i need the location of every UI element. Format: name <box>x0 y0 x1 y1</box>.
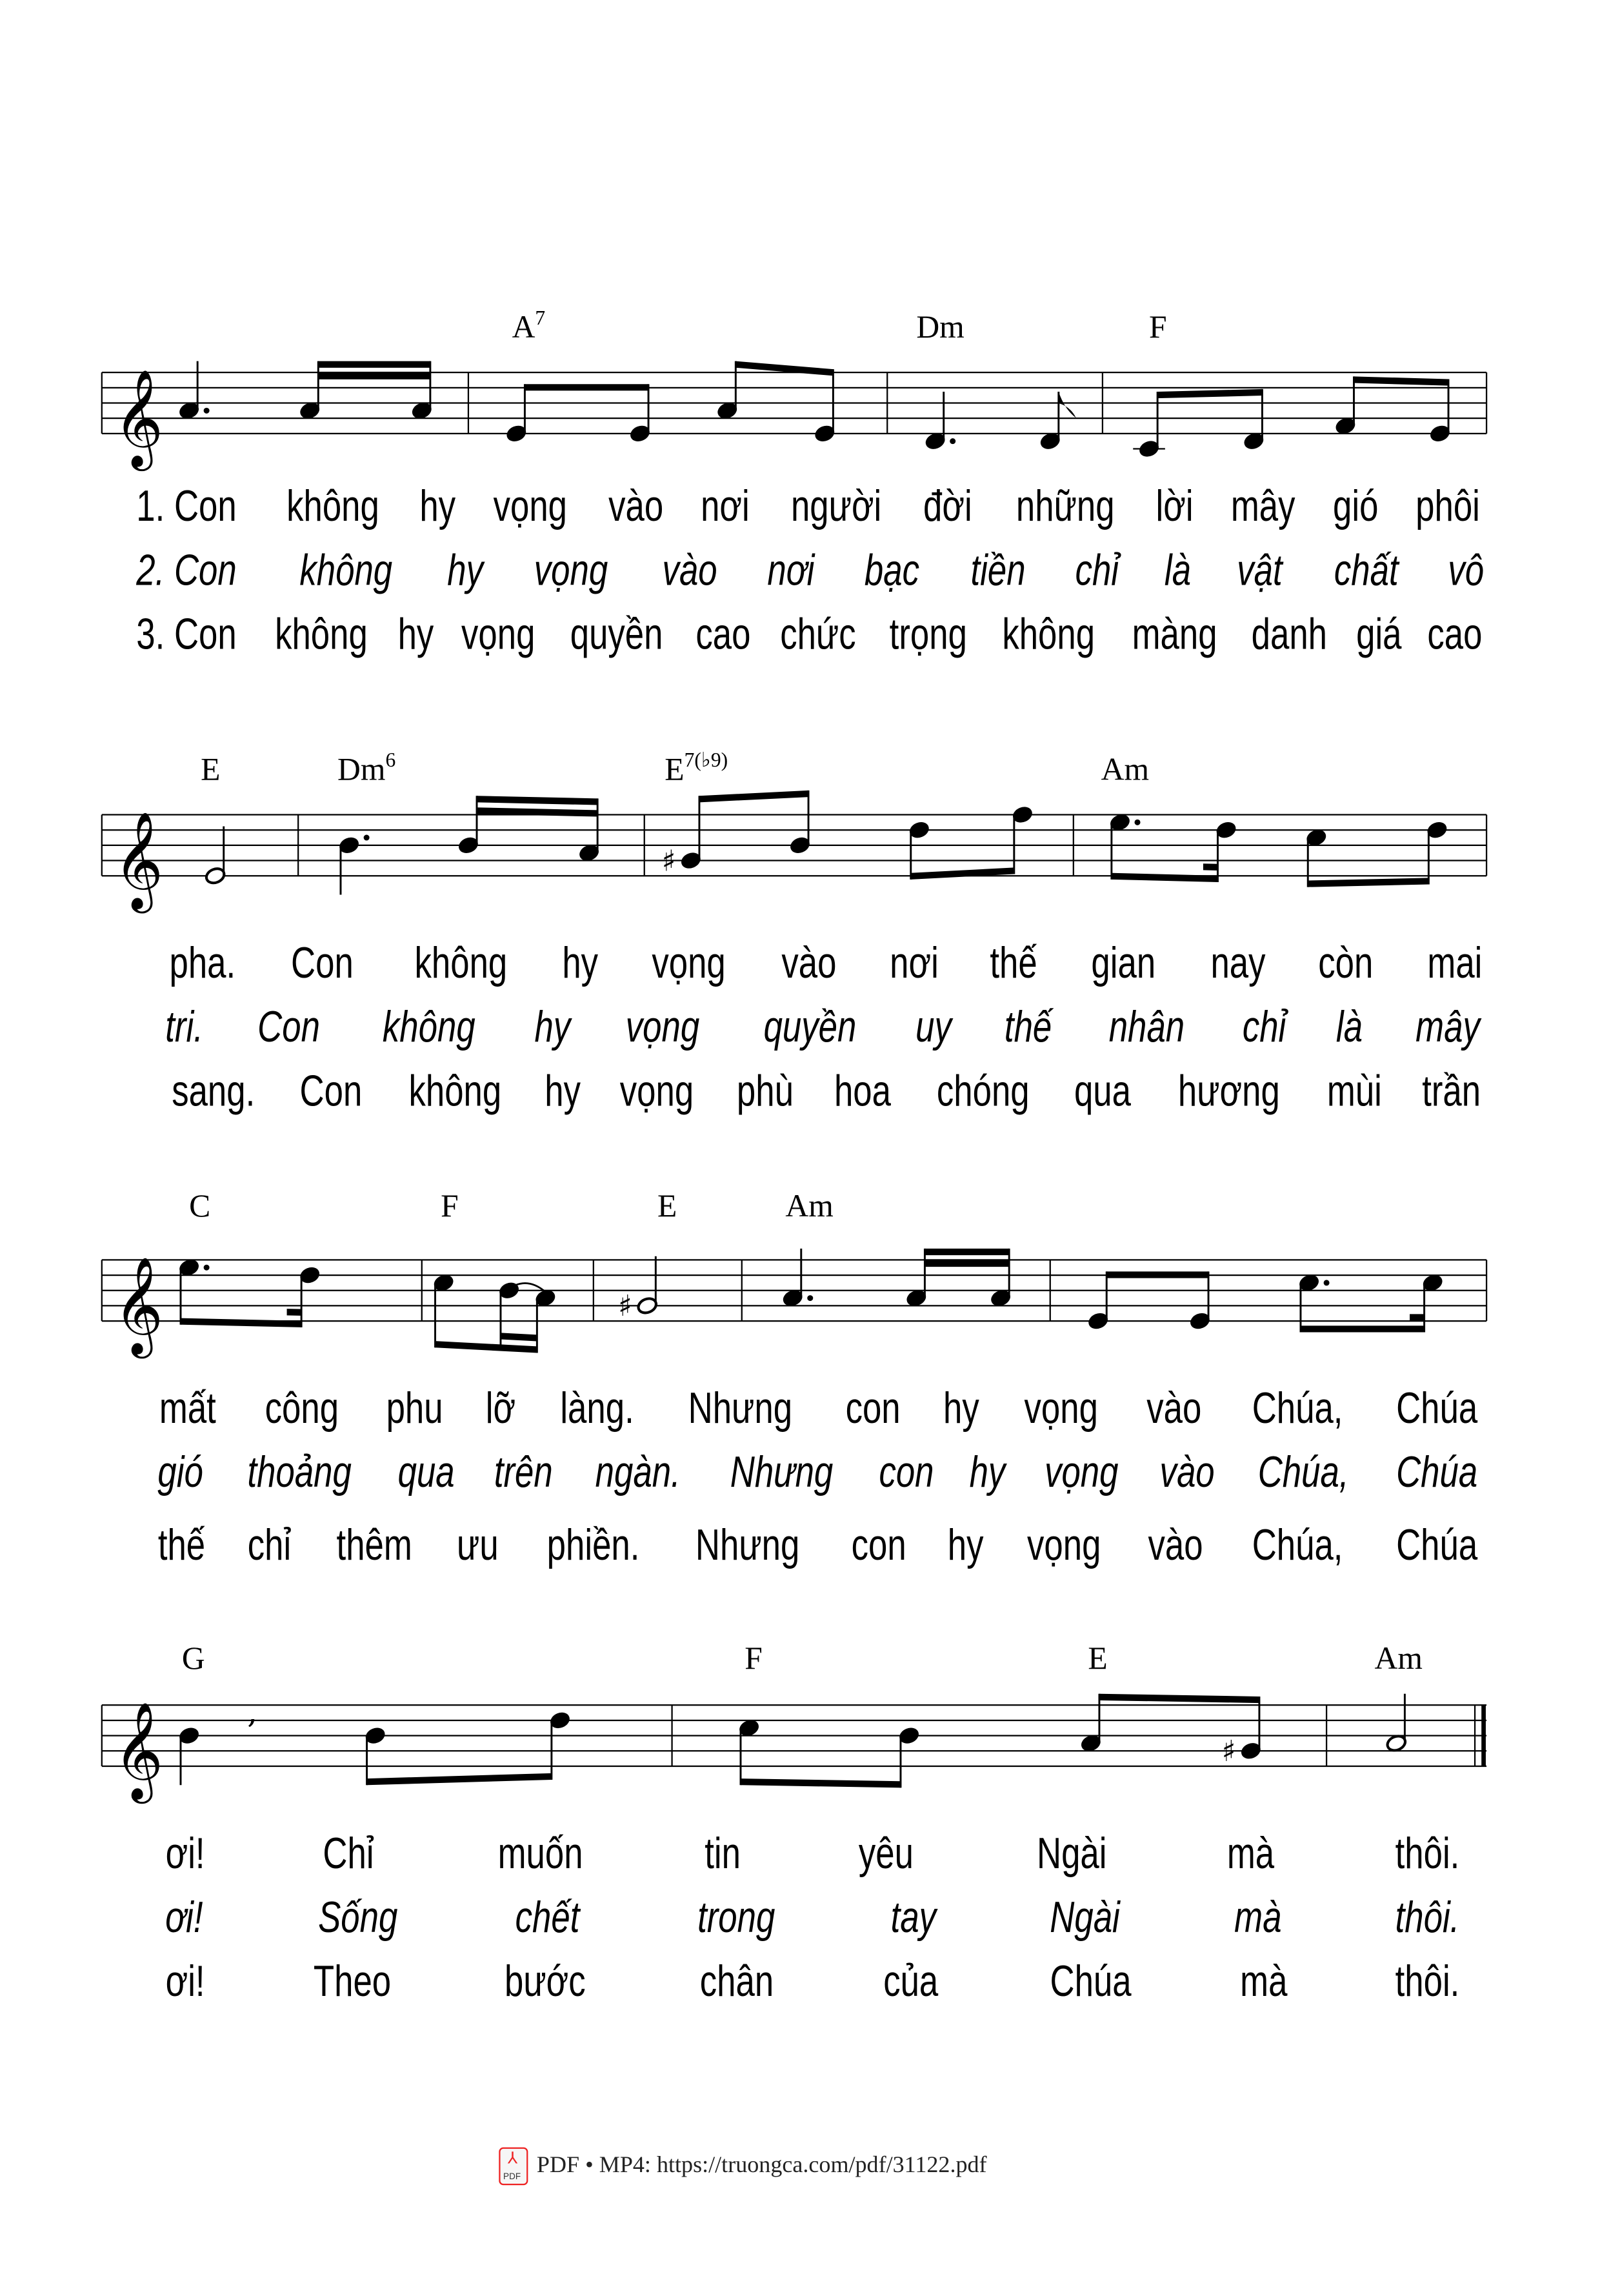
lyric-word: Con <box>300 1067 363 1116</box>
lyric-word: 1. Con <box>136 483 237 531</box>
lyric-word: là <box>1164 547 1192 596</box>
lyric-word: cao <box>695 610 750 660</box>
lyric-word: thêm <box>335 1522 412 1570</box>
lyrics-verse-2 <box>122 547 1489 597</box>
dot <box>1135 820 1141 825</box>
lyric-word: bạc <box>864 547 919 596</box>
lyric-word: vào <box>1148 1522 1204 1570</box>
beam <box>1410 1314 1425 1320</box>
lyric-word: những <box>1015 483 1115 531</box>
lyric-word: nay <box>1210 940 1265 988</box>
lyrics-verse-2 <box>151 1449 1489 1498</box>
chord-symbol: Am <box>1101 750 1150 787</box>
lyric-word: Con <box>292 940 354 988</box>
lyric-word: hy <box>563 940 599 988</box>
lyric-word: hy <box>534 1003 570 1052</box>
lyric-word: trên <box>494 1449 553 1497</box>
lyric-word: giá <box>1355 610 1401 660</box>
lyric-word: Chúa, <box>1258 1449 1350 1497</box>
lyric-word: không <box>408 1067 502 1116</box>
lyric-word: vô <box>1448 547 1485 596</box>
footer-link[interactable]: PDF • MP4: https://truongca.com/pdf/31122.pdf <box>536 2153 987 2178</box>
beam <box>1099 1694 1259 1703</box>
lyric-word: đời <box>923 483 973 531</box>
lyric-word: Chỉ <box>323 1830 374 1878</box>
lyric-word: Nhưng <box>695 1522 800 1570</box>
lyric-word: màng <box>1132 610 1217 660</box>
lyric-word: Nhưng <box>730 1449 834 1497</box>
lyric-word: hương <box>1178 1067 1281 1116</box>
treble-clef-icon: 𝄞 <box>113 368 164 467</box>
lyric-word: không <box>414 940 507 988</box>
lyric-word: chức <box>780 610 856 660</box>
lyric-word: mây <box>1415 1003 1481 1052</box>
lyric-word: trần <box>1422 1067 1481 1116</box>
lyric-word: Chúa, <box>1251 1385 1343 1433</box>
chord-symbol: F <box>745 1639 763 1677</box>
lyric-word: vọng <box>1028 1522 1102 1570</box>
chord-symbol: Am <box>785 1187 834 1224</box>
lyrics-verse-2 <box>160 1004 1490 1054</box>
lyric-word: tay <box>890 1894 936 1942</box>
lyric-word: qua <box>1074 1067 1132 1116</box>
lyric-word: vọng <box>1044 1449 1119 1497</box>
lyric-word: ơi! <box>165 1830 205 1878</box>
lyric-word: nơi <box>766 547 814 596</box>
lyric-word: Chúa <box>1396 1449 1478 1497</box>
lyric-word: mà <box>1241 1958 1288 2006</box>
lyric-word: chân <box>699 1958 774 2006</box>
dot <box>1324 1280 1330 1285</box>
lyric-word: thoảng <box>247 1449 352 1497</box>
beam <box>435 1341 537 1353</box>
lyric-word: ơi! <box>165 1958 205 2006</box>
lyric-word: vọng <box>1024 1385 1099 1433</box>
lyrics-verse-1 <box>122 483 1489 532</box>
lyric-word: chất <box>1334 547 1399 596</box>
beam <box>699 791 808 802</box>
lyric-word: nơi <box>889 940 939 988</box>
lyrics-verse-3 <box>160 1959 1469 2008</box>
sharp-icon: ♯ <box>1221 1734 1236 1769</box>
lyric-word: Chúa <box>1396 1385 1478 1433</box>
lyrics-verse-3 <box>122 611 1489 661</box>
beam <box>925 1249 1009 1255</box>
chord-symbol: $E^{7(♭9)}$ <box>665 750 728 787</box>
beam <box>181 1318 301 1327</box>
lyric-word: mùi <box>1326 1067 1382 1116</box>
lyric-word: ưu <box>457 1522 499 1570</box>
lyrics-verse-1 <box>160 1830 1469 1880</box>
lyric-word: pha. <box>169 940 236 988</box>
lyrics-verse-3 <box>151 1522 1489 1571</box>
lyric-word: hoa <box>834 1067 891 1116</box>
lyric-word: yêu <box>858 1830 914 1878</box>
lyric-word: hy <box>970 1449 1006 1497</box>
lyric-word: hy <box>397 610 434 660</box>
chord-symbol: F <box>1149 308 1167 345</box>
lyric-word: hy <box>544 1067 581 1116</box>
lyric-word: không <box>1002 610 1095 660</box>
beam <box>367 1773 552 1785</box>
lyric-word: tiền <box>970 547 1026 596</box>
lyric-word: chết <box>515 1894 580 1942</box>
lyric-word: trọng <box>888 610 967 660</box>
lyric-word: phôi <box>1415 483 1481 531</box>
lyric-word: vào <box>608 483 663 531</box>
chord-symbol: E <box>657 1187 677 1224</box>
lyric-word: Theo <box>313 1958 391 2006</box>
lyric-word: ngàn. <box>595 1449 681 1497</box>
lyric-word: ơi! <box>165 1894 203 1942</box>
flag <box>1059 392 1076 418</box>
lyric-word: không <box>299 547 393 596</box>
lyric-word: Sống <box>317 1894 397 1942</box>
lyrics-verse-3 <box>160 1068 1490 1118</box>
lyric-word: là <box>1336 1003 1363 1052</box>
lyric-word: phu <box>386 1385 444 1433</box>
lyric-word: quyền <box>570 610 663 660</box>
lyric-word: trong <box>697 1894 775 1942</box>
lyric-word: 2. Con <box>136 547 237 596</box>
beam <box>287 1309 302 1316</box>
breath-mark: , <box>247 1693 258 1731</box>
lyric-word: lời <box>1155 483 1194 531</box>
dot <box>807 1295 813 1301</box>
beam <box>741 1778 901 1787</box>
lyric-word: phiền. <box>546 1522 639 1570</box>
beam <box>318 361 430 368</box>
lyric-word: Ngài <box>1050 1894 1121 1942</box>
lyric-word: cao <box>1426 610 1482 660</box>
beam <box>525 384 648 390</box>
beam <box>925 1260 1009 1267</box>
dot <box>364 835 370 841</box>
lyric-word: công <box>264 1385 339 1433</box>
lyric-word: con <box>879 1449 934 1497</box>
dot <box>204 1265 210 1271</box>
beam <box>1301 1325 1425 1332</box>
dot <box>950 438 955 444</box>
lyric-word: vọng <box>534 547 608 596</box>
pdf-file-icon <box>499 2148 528 2186</box>
lyric-word: còn <box>1318 940 1374 988</box>
chord-symbol: $A^7$ <box>512 308 546 345</box>
chord-symbol: Am <box>1374 1639 1423 1677</box>
lyric-word: thôi. <box>1395 1830 1460 1878</box>
lyric-word: muốn <box>497 1830 583 1878</box>
chord-symbol: E <box>201 750 221 787</box>
lyric-word: vật <box>1237 547 1283 596</box>
lyric-word: vọng <box>461 610 535 660</box>
beam <box>1106 1271 1208 1278</box>
lyric-word: chỉ <box>1242 1003 1286 1052</box>
beam <box>911 867 1014 879</box>
lyric-word: Chúa <box>1396 1522 1478 1570</box>
lyric-word: nhân <box>1109 1003 1185 1052</box>
lyric-word: con <box>845 1385 901 1433</box>
lyric-word: lỡ <box>485 1385 515 1433</box>
lyric-word: nơi <box>700 483 749 531</box>
lyrics-verse-2 <box>160 1894 1469 1944</box>
lyric-word: vào <box>1146 1385 1201 1433</box>
lyric-word: hy <box>446 547 483 596</box>
beam <box>1157 389 1262 398</box>
lyric-word: của <box>883 1958 939 2006</box>
lyric-word: chóng <box>936 1067 1030 1116</box>
lyric-word: thế <box>990 940 1037 988</box>
lyric-word: 3. Con <box>136 610 237 660</box>
lyric-word: vọng <box>652 940 726 988</box>
lyric-word: không <box>275 610 368 660</box>
lyric-word: không <box>286 483 379 531</box>
lyric-word: mà <box>1234 1894 1282 1942</box>
lyric-word: gió <box>1332 483 1378 531</box>
treble-clef-icon: 𝄞 <box>113 1701 164 1800</box>
lyric-word: vào <box>782 940 837 988</box>
sharp-icon: ♯ <box>661 843 676 878</box>
lyric-word: mây <box>1230 483 1295 531</box>
lyric-word: chỉ <box>1075 547 1119 596</box>
beam <box>1112 873 1218 882</box>
lyric-word: phù <box>737 1067 794 1116</box>
lyric-word: mà <box>1227 1830 1275 1878</box>
lyric-word: uy <box>915 1003 952 1052</box>
lyric-word: mai <box>1426 940 1482 988</box>
lyric-word: danh <box>1251 610 1327 660</box>
lyric-word: Chúa <box>1049 1958 1131 2006</box>
lyric-word: thôi. <box>1395 1894 1460 1942</box>
lyric-word: vọng <box>494 483 568 531</box>
chord-symbol: C <box>189 1187 211 1224</box>
sharp-icon: ♯ <box>618 1289 632 1324</box>
beam <box>735 361 833 376</box>
lyric-word: vọng <box>620 1067 694 1116</box>
lyric-word: tin <box>705 1830 741 1878</box>
lyric-word: qua <box>397 1449 454 1497</box>
dot <box>204 408 210 414</box>
beam <box>477 796 597 805</box>
lyric-word: Nhưng <box>688 1385 794 1433</box>
lyric-word: vào <box>661 547 717 596</box>
lyric-word: Ngài <box>1035 1830 1106 1878</box>
lyric-word: hy <box>943 1385 979 1433</box>
chord-symbol: G <box>181 1639 205 1677</box>
treble-clef-icon: 𝄞 <box>113 1256 164 1354</box>
lyric-word: hy <box>419 483 456 531</box>
lyric-word: tri. <box>165 1003 203 1052</box>
lyric-word: không <box>383 1003 476 1052</box>
lyric-word: người <box>790 483 882 531</box>
footer <box>499 2148 986 2186</box>
chord-symbol: E <box>1088 1639 1108 1677</box>
lyric-word: làng. <box>559 1385 634 1433</box>
lyric-word: thôi. <box>1395 1958 1460 2006</box>
lyric-word: Con <box>257 1003 321 1052</box>
lyric-word: con <box>851 1522 906 1570</box>
lyric-word: quyền <box>764 1003 857 1052</box>
beam <box>501 1333 537 1341</box>
lyric-word: vào <box>1159 1449 1215 1497</box>
beam <box>1203 863 1218 871</box>
chord-symbol: Dm <box>916 308 965 345</box>
beam <box>1308 878 1428 887</box>
lyric-word: thế <box>157 1522 206 1570</box>
beam <box>1354 376 1448 385</box>
lyric-word: mất <box>159 1385 216 1433</box>
lyric-word: Chúa, <box>1252 1522 1344 1570</box>
lyric-word: gian <box>1090 940 1155 988</box>
lyric-word: hy <box>947 1522 984 1570</box>
lyric-word: thế <box>1003 1003 1052 1052</box>
lyric-word: chỉ <box>246 1522 291 1570</box>
lyrics-verse-1 <box>160 940 1490 989</box>
lyric-word: gió <box>157 1449 203 1497</box>
chord-symbol: Dm$^6$ <box>337 750 396 787</box>
treble-clef-icon: 𝄞 <box>113 811 164 909</box>
lyric-word: sang. <box>172 1067 255 1116</box>
beam <box>318 373 430 379</box>
lyrics-verse-1 <box>151 1385 1489 1435</box>
chord-symbol: F <box>441 1187 459 1224</box>
lyric-word: vọng <box>626 1003 701 1052</box>
lyric-word: bước <box>505 1958 586 2006</box>
